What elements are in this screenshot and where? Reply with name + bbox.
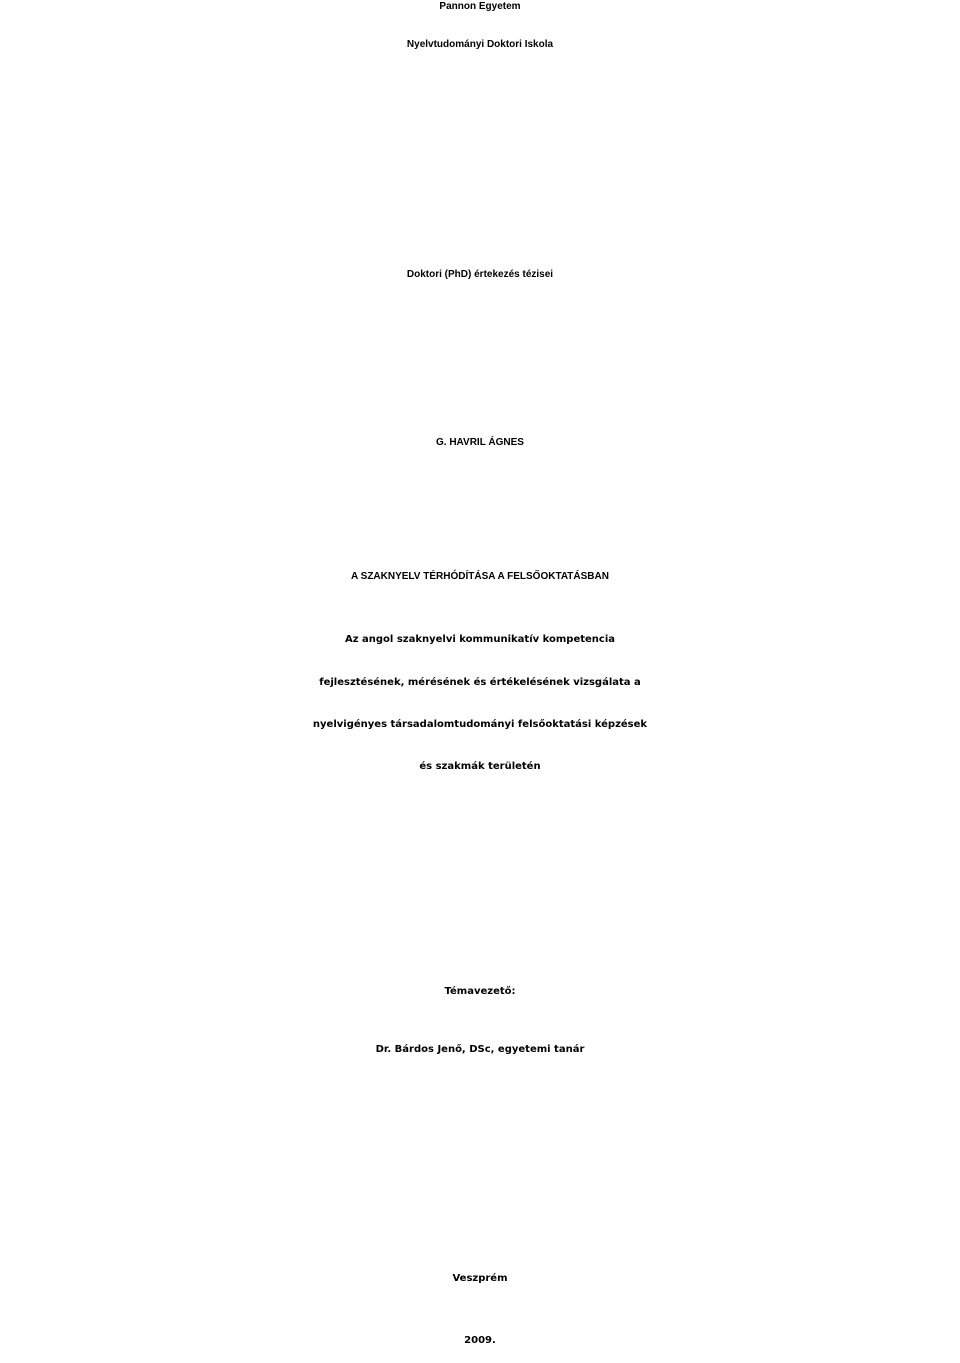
- subtitle-line: Az angol szaknyelvi kommunikatív kompetencia: [344, 634, 616, 645]
- subtitle-line: nyelvigényes társadalomtudományi felsőoktatási képzések: [312, 719, 648, 730]
- doctoral-school-name: Nyelvtudományi Doktori Iskola: [406, 39, 554, 50]
- document-type: Doktori (PhD) értekezés tézisei: [406, 269, 554, 280]
- university-name: Pannon Egyetem: [439, 1, 521, 12]
- subtitle-line: és szakmák területén: [419, 761, 541, 772]
- subtitle-line: fejlesztésének, mérésének és értékelésének vizsgálata a: [319, 677, 641, 688]
- thesis-title: A SZAKNYELV TÉRHÓDÍTÁSA A FELSŐOKTATÁSBAN: [351, 571, 609, 582]
- supervisor-name: Dr. Bárdos Jenő, DSc, egyetemi tanár: [375, 1044, 585, 1055]
- place: Veszprém: [452, 1273, 508, 1284]
- author-name: G. HAVRIL ÁGNES: [436, 437, 524, 448]
- year: 2009.: [464, 1335, 496, 1346]
- supervisor-label: Témavezető:: [444, 986, 516, 997]
